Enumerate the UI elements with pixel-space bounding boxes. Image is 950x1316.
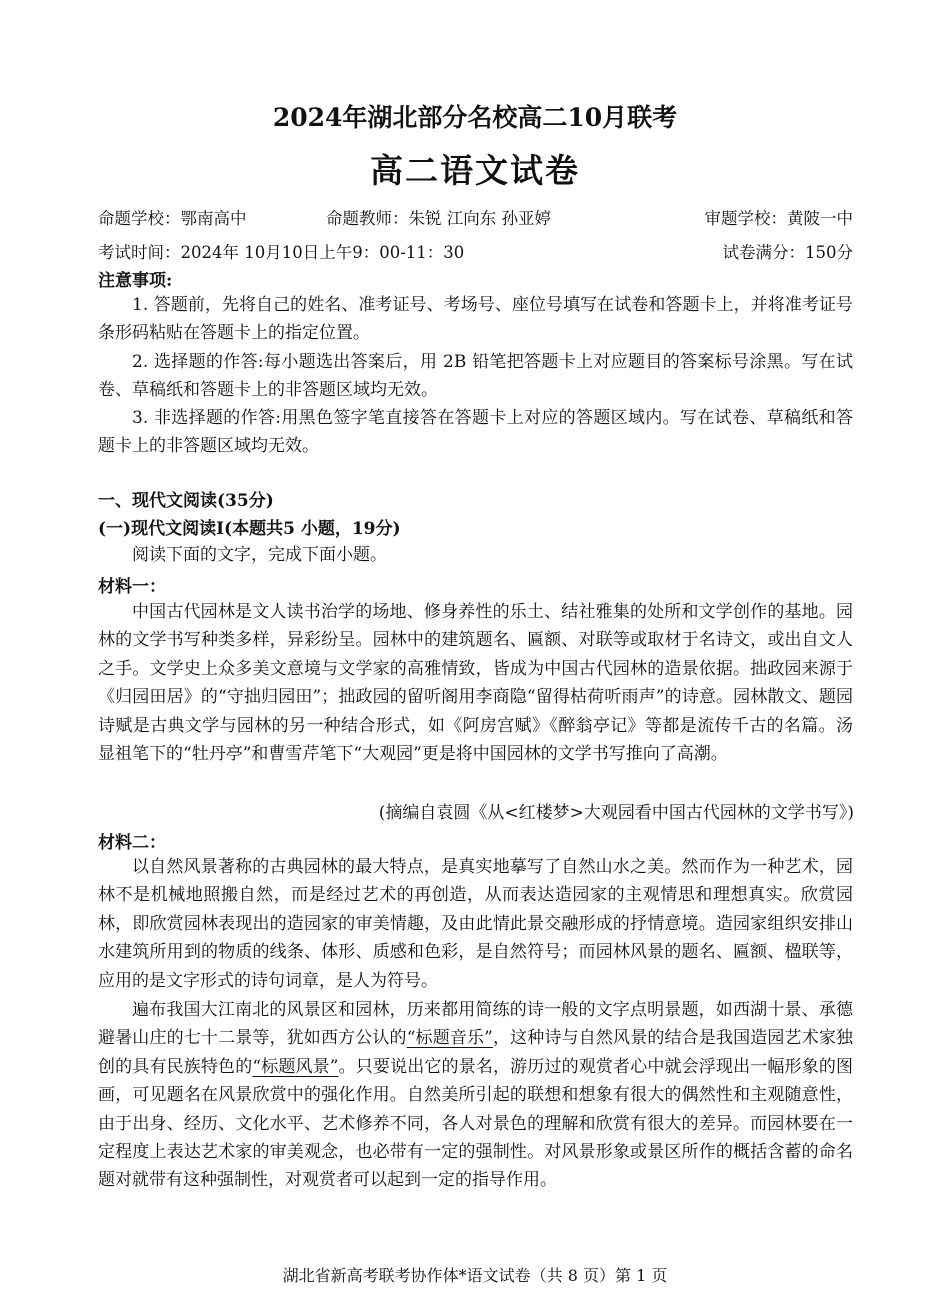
material2-label: 材料二： <box>98 833 166 853</box>
setter-teachers: 命题教师：朱锐 江向东 孙亚婷 <box>326 209 551 228</box>
material1-label: 材料一： <box>98 577 166 597</box>
section-subtitle: (一)现代文阅读I(本题共5 小题，19分) <box>98 519 401 539</box>
material1-text: 中国古代园林是文人读书治学的场地、修身养性的乐土、结社雅集的处所和文学创作的基地。园林的文学书写种类多样，异彩纷呈。园林中的建筑题名、匾额、对联等或取材于名诗文，或出自文人之手。文学史上众多美文意境与文学家的高雅情致，皆成为中国古代园林的造景依据。拙政园来源于《归园田居》的“守拙归园田”；拙政园的留听阁用李商隐“留得枯荷听雨声”的诗意。园林散文、题园诗赋是古典文学与园林的另一种结合形式，如《阿房宫赋》《醉翁亭记》等都是流传千古的名篇。汤显祖笔下的“牡丹亭”和曹雪芹笔下“大观园”更是将中国园林的文学书写推向了高潮。 <box>98 602 853 765</box>
notice-item: 3. 非选择题的作答:用黑色签字笔直接答在答题卡上对应的答题区域内。写在试卷、草稿纸和答题卡上的非答题区域均无效。 <box>98 408 853 457</box>
setter-school: 命题学校：鄂南高中 <box>98 209 247 228</box>
material2-paragraph-1: 以自然风景著称的古典园林的最大特点，是真实地摹写了自然山水之美。然而作为一种艺术，园林不是机械地照搬自然，而是经过艺术的再创造，从而表达造园家的主观情思和理想真实。欣赏园林，即欣赏园林表现出的造园家的审美情趣，及由此情此景交融形成的抒情意境。造园家组织安排山水建筑所用到的物质的线条、体形、质感和色彩，是自然符号；而园林风景的题名、匾额、楹联等，应用的是文字形式的诗句词章，是人为符号。 <box>98 857 853 991</box>
material2-paragraph-2: 遍布我国大江南北的风景区和园林，历来都用简练的诗一般的文字点明景题，如西湖十景、承德避暑山庄的七十二景等，犹如西方公认的“标题音乐”，这种诗与自然风景的结合是我国造园艺术家独创的具有民族特色的“标题风景”。只要说出它的景名，游历过的观赏者心中就会浮现出一幅形象的图画，可见题名在风景欣赏中的强化作用。自然美所引起的联想和想象有很大的偶然性和主观随意性，由于出身、经历、文化水平、艺术修养不同，各人对景色的理解和欣赏有很大的差异。而园林要在一定程度上表达艺术家的审美观念，也必带有一定的强制性。对风景形象或景区所作的概括含蓄的命名题对就带有这种强制性，对观赏者可以起到一定的指导作用。 <box>98 1000 854 1191</box>
section-title: 一、现代文阅读(35分) <box>98 491 274 511</box>
material1-source: (摘编自袁圆《从<红楼梦>大观园看中国古代园林的文学书写》) <box>378 803 854 823</box>
underlined-term: “标题风景” <box>252 1056 339 1077</box>
reading-instruction: 阅读下面的文字，完成下面小题。 <box>132 545 387 565</box>
exam-time: 考试时间：2024年 10月10日上午9：00-11：30 <box>98 243 465 262</box>
page-footer: 湖北省新高考联考协作体*语文试卷（共 8 页）第 1 页 <box>282 1266 668 1285</box>
exam-title: 2024年湖北部分名校高二10月联考 <box>272 103 678 132</box>
notice-item: 2. 选择题的作答:每小题选出答案后，用 2B 铅笔把答题卡上对应题目的答案标号涂黑。写在试卷、草稿纸和答题卡上的非答题区域均无效。 <box>98 352 853 401</box>
paper-title: 高二语文试卷 <box>370 151 580 190</box>
full-score: 试卷满分：150分 <box>722 243 853 262</box>
review-school: 审题学校：黄陂一中 <box>704 209 853 228</box>
notice-heading: 注意事项: <box>98 271 173 291</box>
underlined-term: “标题音乐” <box>406 1028 493 1049</box>
notice-item: 1. 答题前，先将自己的姓名、准考证号、考场号、座位号填写在试卷和答题卡上，并将准考证号条形码粘贴在答题卡上的指定位置。 <box>98 295 853 344</box>
